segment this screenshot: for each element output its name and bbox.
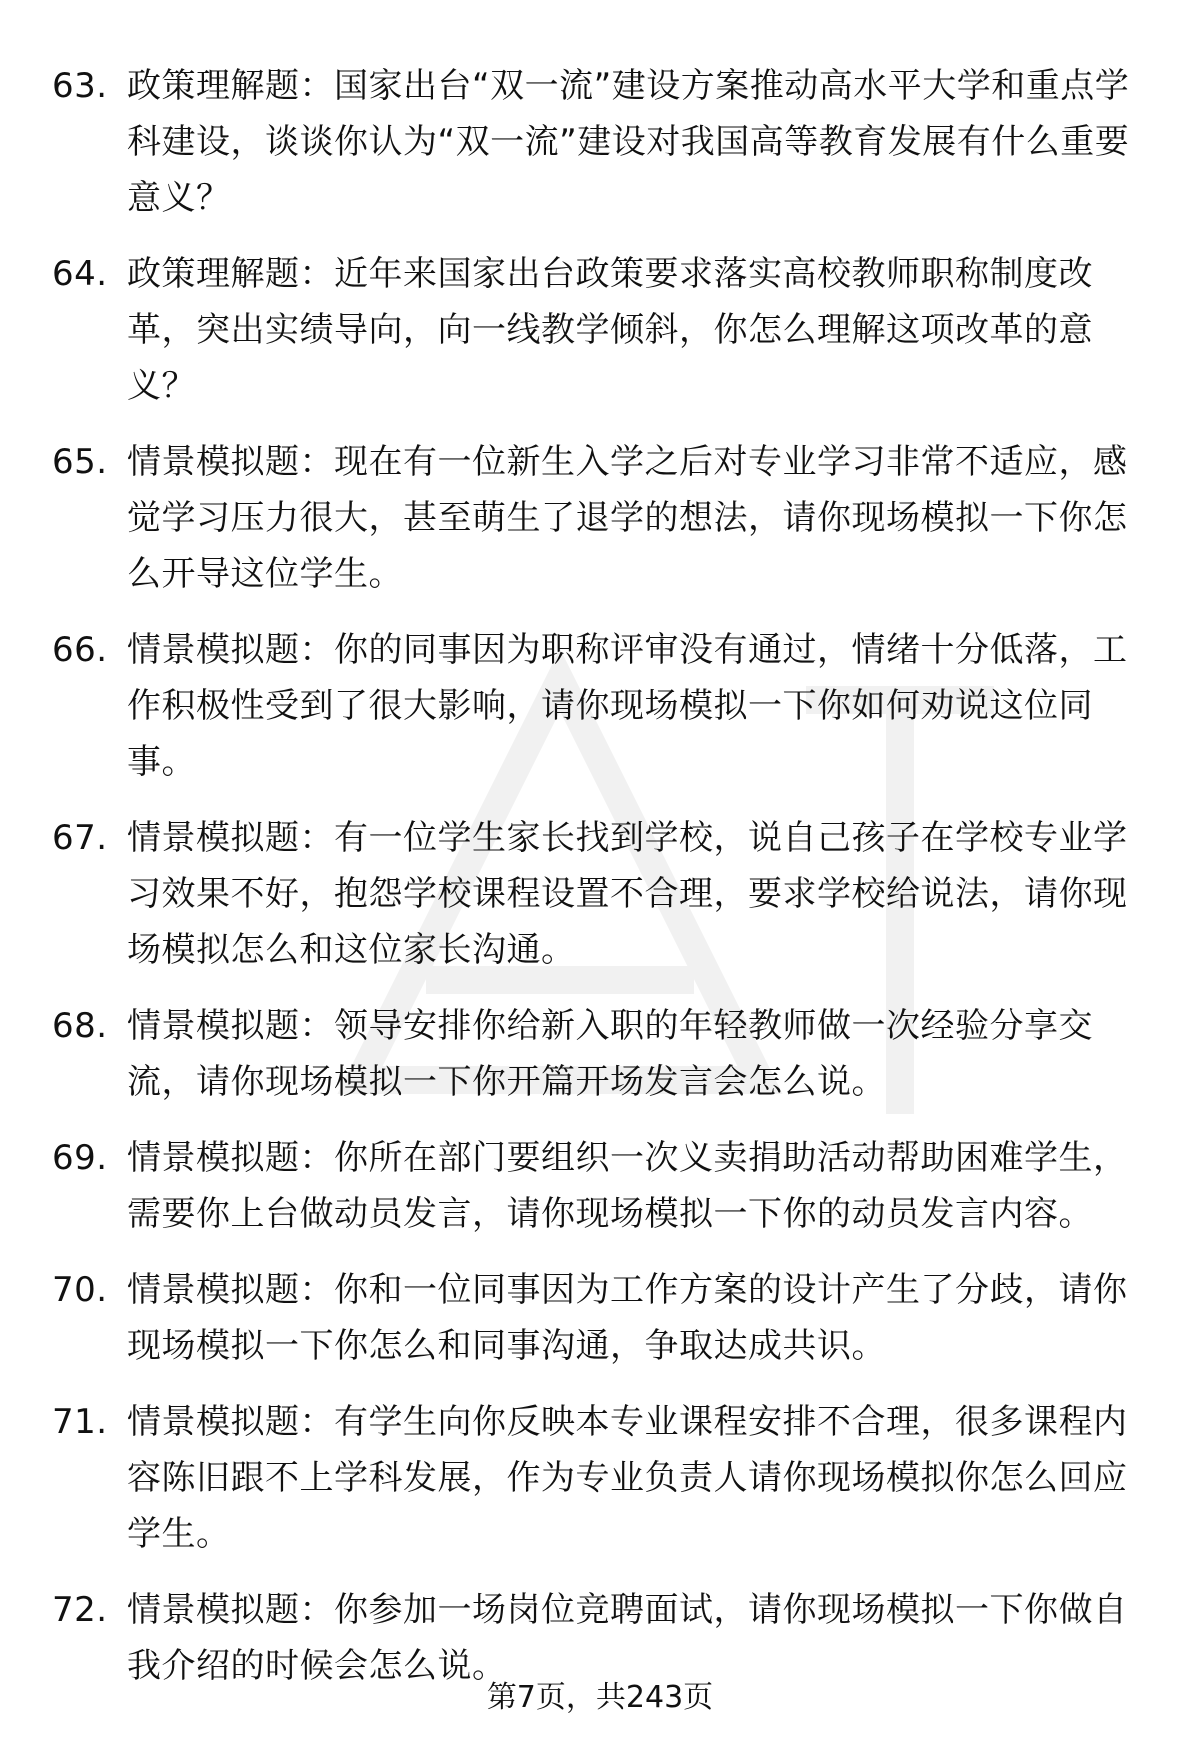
question-text: 情景模拟题：有学生向你反映本专业课程安排不合理，很多课程内容陈旧跟不上学科发展，作为专业负责人请你现场模拟你怎么回应学生。 xyxy=(127,1402,1128,1554)
question-text: 政策理解题：近年来国家出台政策要求落实高校教师职称制度改革，突出实绩导向，向一线教学倾斜，你怎么理解这项改革的意义？ xyxy=(127,254,1093,406)
question-number: 63. xyxy=(52,66,108,106)
question-item xyxy=(52,434,1152,602)
question-number: 72. xyxy=(52,1590,108,1630)
question-list xyxy=(52,58,1152,1714)
question-number: 70. xyxy=(52,1270,108,1310)
question-text: 情景模拟题：你的同事因为职称评审没有通过，情绪十分低落，工作积极性受到了很大影响，请你现场模拟一下你如何劝说这位同事。 xyxy=(127,630,1128,782)
question-text: 情景模拟题：领导安排你给新入职的年轻教师做一次经验分享交流，请你现场模拟一下你开篇开场发言会怎么说。 xyxy=(127,1006,1093,1102)
question-item xyxy=(52,1262,1152,1374)
question-item xyxy=(52,246,1152,414)
question-item xyxy=(52,998,1152,1110)
question-item xyxy=(52,1394,1152,1562)
question-item xyxy=(52,1130,1152,1242)
question-text: 情景模拟题：现在有一位新生入学之后对专业学习非常不适应，感觉学习压力很大，甚至萌生了退学的想法，请你现场模拟一下你怎么开导这位学生。 xyxy=(127,442,1128,594)
page-footer xyxy=(0,1678,1200,1718)
question-text: 情景模拟题：你和一位同事因为工作方案的设计产生了分歧，请你现场模拟一下你怎么和同事沟通，争取达成共识。 xyxy=(127,1270,1128,1366)
question-number: 64. xyxy=(52,254,108,294)
question-item xyxy=(52,58,1152,226)
question-text: 政策理解题：国家出台“双一流”建设方案推动高水平大学和重点学科建设，谈谈你认为“双一流”建设对我国高等教育发展有什么重要意义？ xyxy=(127,66,1130,218)
question-number: 71. xyxy=(52,1402,108,1442)
question-item xyxy=(52,622,1152,790)
question-number: 67. xyxy=(52,818,108,858)
question-item xyxy=(52,810,1152,978)
page-number-label: 第7页，共243页 xyxy=(486,1680,714,1715)
question-text: 情景模拟题：你所在部门要组织一次义卖捐助活动帮助困难学生，需要你上台做动员发言，请你现场模拟一下你的动员发言内容。 xyxy=(127,1138,1128,1234)
question-text: 情景模拟题：你参加一场岗位竞聘面试，请你现场模拟一下你做自我介绍的时候会怎么说。 xyxy=(127,1590,1128,1686)
question-number: 65. xyxy=(52,442,108,482)
question-number: 66. xyxy=(52,630,108,670)
question-number: 69. xyxy=(52,1138,108,1178)
question-text: 情景模拟题：有一位学生家长找到学校，说自己孩子在学校专业学习效果不好，抱怨学校课程设置不合理，要求学校给说法，请你现场模拟怎么和这位家长沟通。 xyxy=(127,818,1128,970)
question-number: 68. xyxy=(52,1006,108,1046)
